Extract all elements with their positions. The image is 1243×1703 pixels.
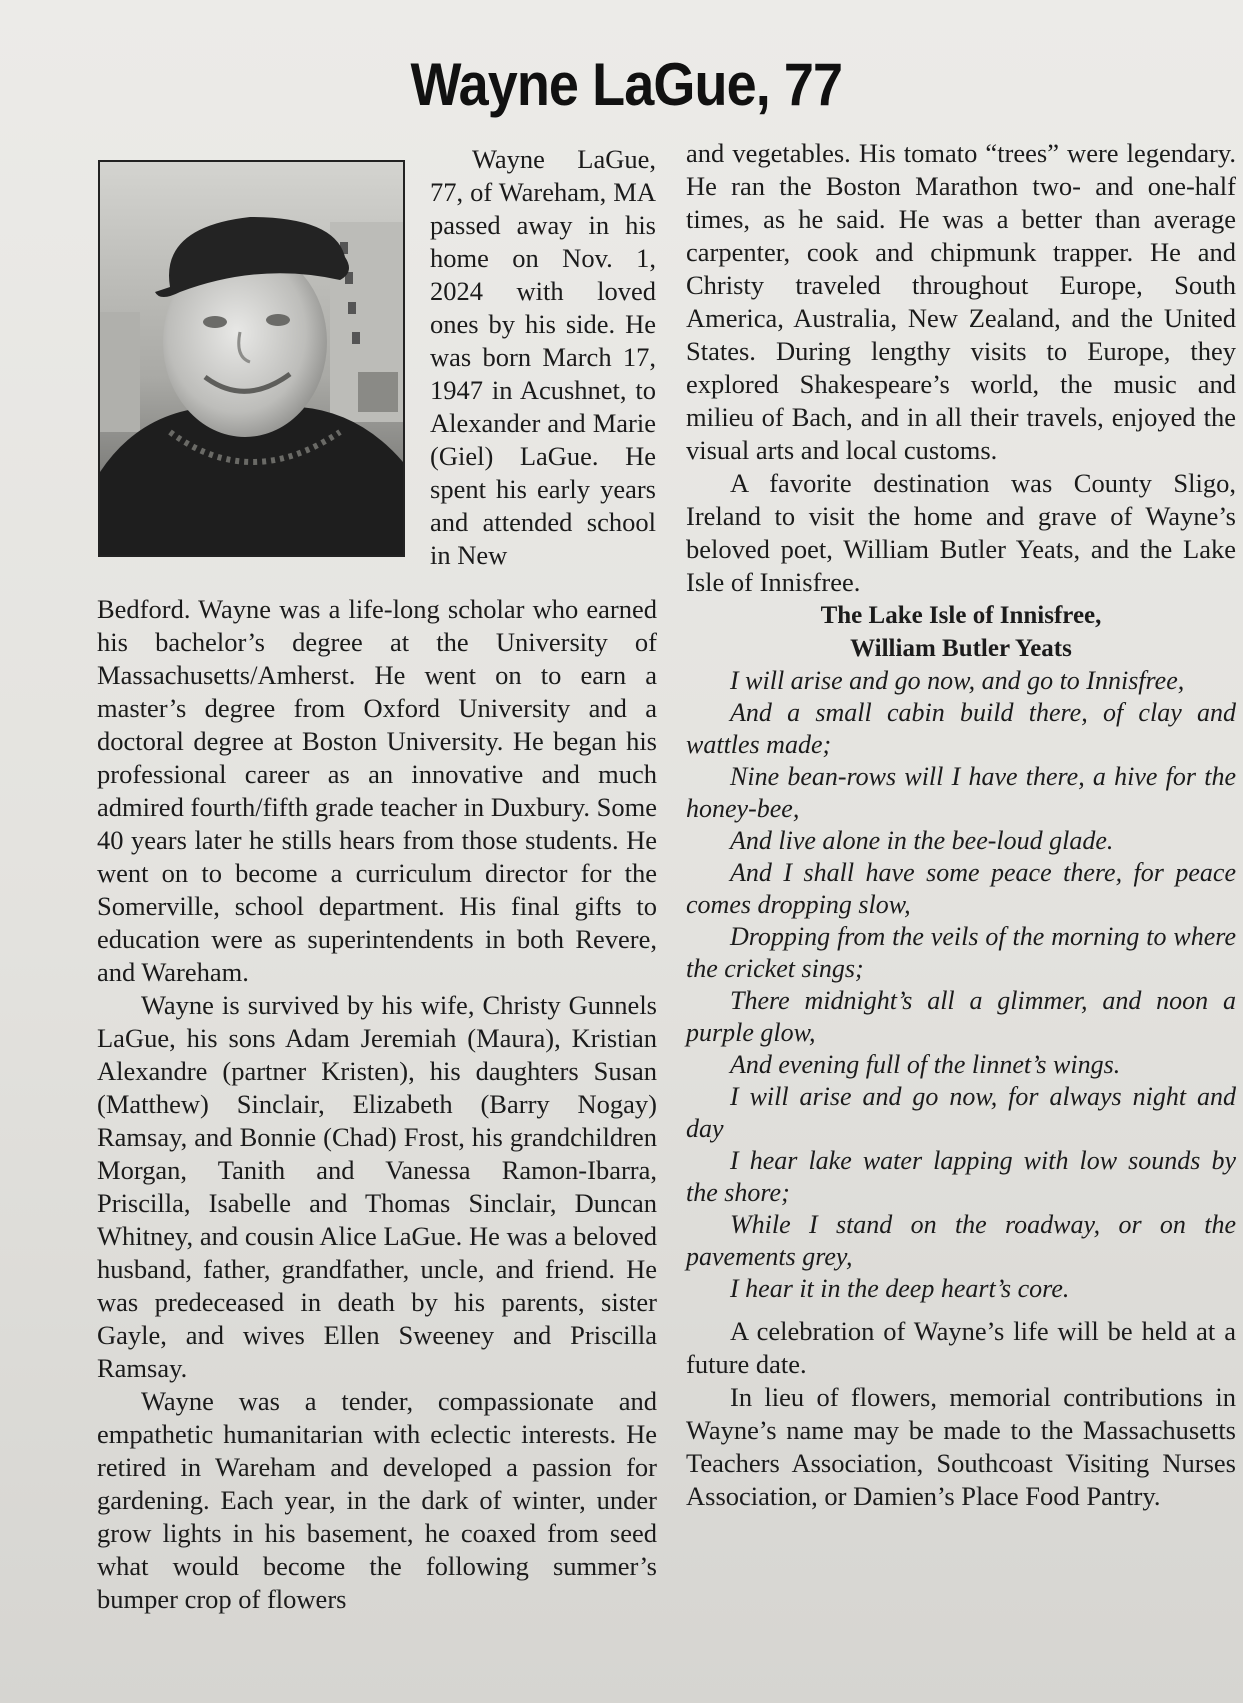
poem-line: I will arise and go now, for always night and day — [686, 1082, 1236, 1143]
poem-line: And I shall have some peace there, for peace comes dropping slow, — [686, 858, 1236, 919]
education-paragraph: Bedford. Wayne was a life-long scholar who earned his bachelor’s degree at the University of Massachusetts/Amherst. He went on to earn a master’s degree from Oxford University and a doctoral degree at Boston University. He began his professional career as an innovative and much admired fourth/fifth grade teacher in Duxbury. Some 40 years later he stills hears from those students. He went on to become a curriculum director for the Somerville, school department. His final gifts to education were as superintendents in both Revere, and Wareham. — [97, 594, 657, 987]
poem-line: And a small cabin build there, of clay and wattles made; — [686, 698, 1236, 759]
portrait-photo — [98, 160, 405, 557]
poem-line: I hear it in the deep heart’s core. — [730, 1274, 1070, 1303]
poem-author: William Butler Yeats — [850, 635, 1072, 662]
hobbies-paragraph: and vegetables. His tomato “trees” were legendary. He ran the Boston Marathon two- and one-half times, as he said. He was a better than average carpenter, cook and chipmunk trapper. He and Christy traveled throughout Europe, South America, Australia, New Zealand, and the United States. During lengthy visits to Europe, they explored Shakespeare’s world, the music and milieu of Bach, and in all their travels, enjoyed the visual arts and local customs. — [686, 138, 1236, 465]
narrow-column — [430, 143, 656, 572]
left-column — [97, 593, 657, 1616]
poem-line: I will arise and go now, and go to Innisfree, — [730, 666, 1185, 695]
poem-line: And evening full of the linnet’s wings. — [730, 1050, 1121, 1079]
right-column — [686, 137, 1236, 1513]
contributions-paragraph: In lieu of flowers, memorial contributions in Wayne’s name may be made to the Massachusetts Teachers Association, Southcoast Visiting Nurses Association, or Damien’s Place Food Pantry. — [686, 1382, 1236, 1511]
poem-line: While I stand on the roadway, or on the pavements grey, — [686, 1210, 1236, 1271]
destination-paragraph: A favorite destination was County Sligo, Ireland to visit the home and grave of Wayne’s beloved poet, William Butler Yeats, and the Lake Isle of Innisfree. — [686, 468, 1236, 597]
survivors-paragraph: Wayne is survived by his wife, Christy Gunnels LaGue, his sons Adam Jeremiah (Maura), Kristian Alexandre (partner Kristen), his daughters Susan (Matthew) Sinclair, Elizabeth (Barry Nogay) Ramsay, and Bonnie (Chad) Frost, his grandchildren Morgan, Tanith and Vanessa Ramon-Ibarra, Priscilla, Isabelle and Thomas Sinclair, Duncan Whitney, and cousin Alice LaGue. He was a beloved husband, father, grandfather, uncle, and friend. He was predeceased in death by his parents, sister Gayle, and wives Ellen Sweeney and Priscilla Ramsay. — [97, 990, 657, 1383]
spacer — [686, 1305, 1236, 1315]
poem-title: The Lake Isle of Innisfree, — [820, 602, 1102, 629]
poem-line: Dropping from the veils of the morning to where the cricket sings; — [686, 922, 1236, 983]
interests-paragraph: Wayne was a tender, compassionate and empathetic humanitarian with eclectic interests. He retired in Wareham and developed a passion for gardening. Each year, in the dark of winter, under grow lights in his basement, he coaxed from seed what would become the following summer’s bumper crop of flowers — [97, 1386, 657, 1614]
poem-line: Nine bean-rows will I have there, a hive for the honey-bee, — [686, 762, 1236, 823]
poem-line: I hear lake water lapping with low sounds by the shore; — [686, 1146, 1236, 1207]
poem-body — [686, 665, 1236, 1305]
portrait-image — [100, 162, 403, 555]
obituary-headline: Wayne LaGue, 77 — [410, 51, 843, 118]
poem-line: There midnight’s all a glimmer, and noon a purple glow, — [686, 986, 1236, 1047]
celebration-paragraph: A celebration of Wayne’s life will be held at a future date. — [686, 1316, 1236, 1379]
poem-line: And live alone in the bee-loud glade. — [730, 826, 1114, 855]
opening-paragraph: Wayne LaGue, 77, of Wareham, MA passed away in his home on Nov. 1, 2024 with loved ones by his side. He was born March 17, 1947 in Acushnet, to Alexander and Marie (Giel) LaGue. He spent his early years and attended school in New — [430, 144, 656, 570]
